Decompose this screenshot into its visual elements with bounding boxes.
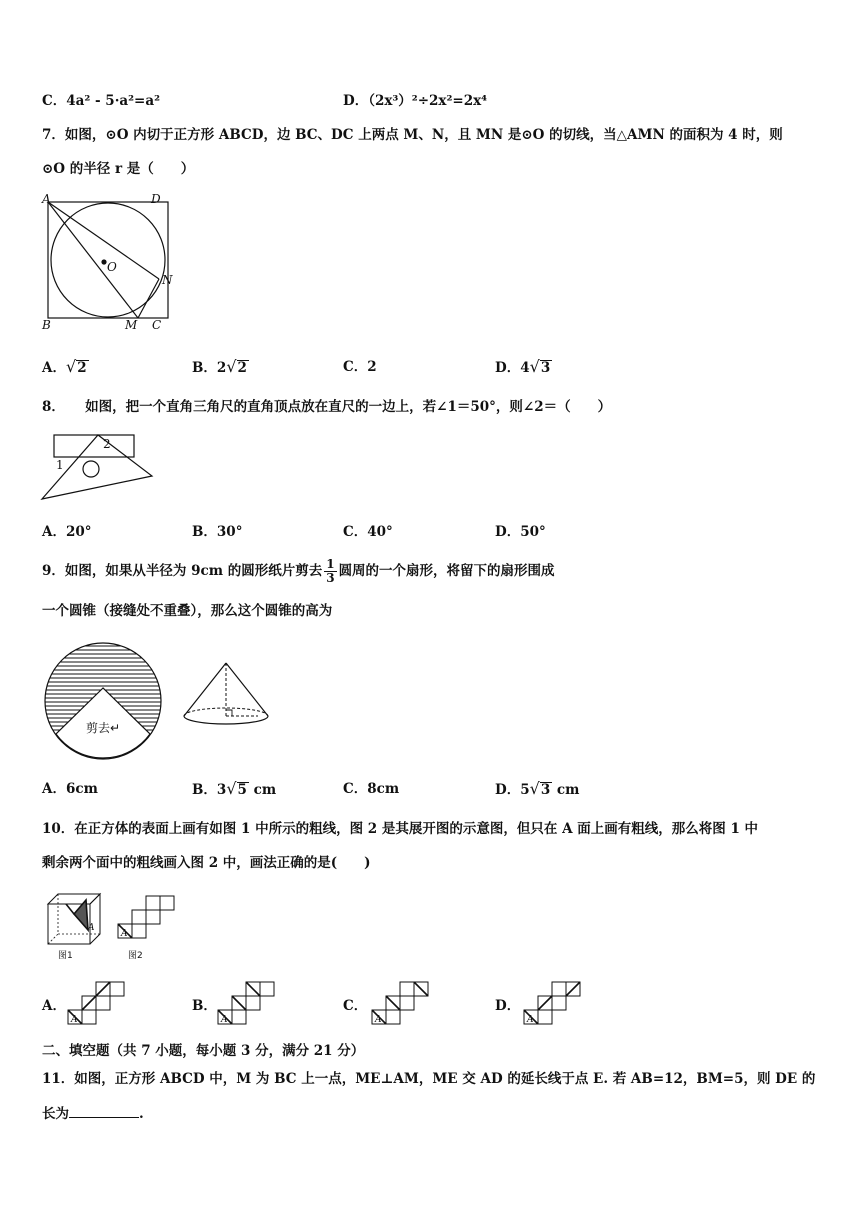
q8-figure <box>40 432 160 504</box>
q10-stem-line2: 剩余两个面中的粗线画入图 2 中，画法正确的是( ) <box>42 855 371 871</box>
svg-text:A: A <box>221 1015 228 1025</box>
net-face-label: A <box>121 929 128 939</box>
q10-option-b-net <box>216 982 278 1026</box>
q9-stem-line2: 一个圆锥（接缝处不重叠），那么这个圆锥的高为 <box>42 603 333 619</box>
q9-stem-line1: 9．如图，如果从半径为 9cm 的圆形纸片剪去 $\frac{1}{3}$ 圆周的一个扇形，将留下的扇形围成 <box>42 557 555 585</box>
svg-text:A: A <box>71 1015 78 1025</box>
fig2-caption: 图2 <box>128 951 143 961</box>
q10-option-a-net <box>66 982 128 1026</box>
q7-option-b: B．2√2 <box>192 357 247 376</box>
q7-stem-line1: 7．如图，⊙O 内切于正方形 ABCD，边 BC、DC 上两点 M、N，且 MN 是⊙O 的切线，当△AMN 的面积为 4 时，则 <box>42 127 783 143</box>
q9-option-c: C．8cm <box>343 781 400 797</box>
q10-option-d: D． <box>495 998 521 1014</box>
cube-face-label: A <box>88 923 95 933</box>
q6-option-c: C．4a² - 5·a²=a² <box>42 93 161 109</box>
label-b: B <box>42 318 51 332</box>
label-o: O <box>107 260 117 274</box>
q8-stem: 8． 如图，把一个直角三角尺的直角顶点放在直尺的一边上，若∠1＝50°，则∠2＝（ ） <box>42 399 612 415</box>
q7-figure <box>38 192 183 332</box>
fraction-one-third: $\frac{1}{3}$ <box>326 557 335 585</box>
svg-text:A: A <box>527 1015 534 1025</box>
q9-figure-circle <box>42 640 164 764</box>
q10-option-d-net <box>522 982 584 1026</box>
q7-option-a: A．√2 <box>42 357 87 376</box>
q7-option-c: C．2 <box>343 359 377 375</box>
fig1-caption: 图1 <box>58 951 73 961</box>
q10-option-c-net <box>370 982 432 1026</box>
q10-stem-line1: 10．在正方体的表面上画有如图 1 中所示的粗线，图 2 是其展开图的示意图，但只在 A 面上画有粗线，那么将图 1 中 <box>42 821 759 837</box>
q9-option-d: D．5√3 cm <box>495 779 580 798</box>
q8-option-d: D．50° <box>495 524 546 540</box>
q10-option-b: B． <box>192 998 217 1014</box>
q10-figure-cube <box>44 890 106 962</box>
q9-option-a: A．6cm <box>42 781 98 797</box>
q9-figure-cone <box>180 660 272 730</box>
label-n: N <box>162 273 173 287</box>
section-heading: 二、填空题（共 7 小题，每小题 3 分，满分 21 分） <box>42 1043 365 1059</box>
q11-stem-line1: 11．如图，正方形 ABCD 中，M 为 BC 上一点，ME⊥AM，ME 交 AD 的延长线于点 E. 若 AB=12，BM=5，则 DE 的 <box>42 1071 816 1087</box>
q9-option-b: B．3√5 cm <box>192 779 277 798</box>
svg-text:A: A <box>375 1015 382 1025</box>
label-m: M <box>125 318 138 332</box>
label-d: D <box>151 192 161 206</box>
label-c: C <box>152 318 162 332</box>
q10-figure-net <box>116 896 178 962</box>
angle-1-label: 1 <box>56 458 64 472</box>
q8-option-b: B．30° <box>192 524 243 540</box>
angle-2-label: 2 <box>103 437 111 451</box>
q7-stem-line2: ⊙O 的半径 r 是（ ） <box>42 161 195 177</box>
q11-stem-line2: 长为 . <box>42 1103 144 1123</box>
q10-option-a: A． <box>42 998 66 1014</box>
label-a: A <box>42 192 51 206</box>
q6-option-d: D．（2x³）²÷2x²=2x⁴ <box>343 93 488 109</box>
answer-blank[interactable] <box>69 1103 139 1118</box>
q8-option-a: A．20° <box>42 524 92 540</box>
q7-option-d: D．4√3 <box>495 357 551 376</box>
cut-label: 剪去↵ <box>86 721 121 735</box>
q10-option-c: C． <box>343 998 368 1014</box>
q8-option-c: C．40° <box>343 524 393 540</box>
